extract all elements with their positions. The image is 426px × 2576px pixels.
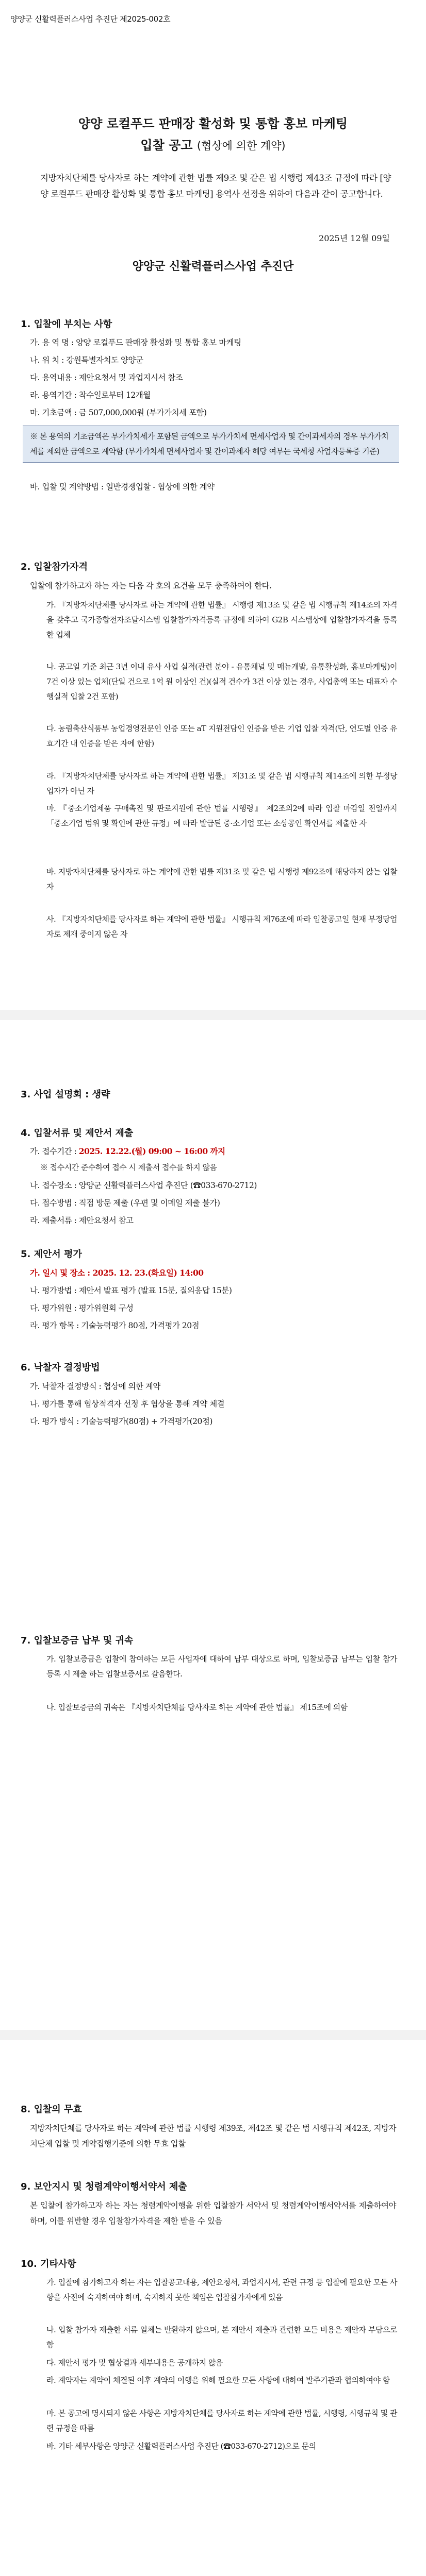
- s2-item-b: 나. 공고일 기준 최근 3년 이내 유사 사업 실적(관련 분야 - 유통채널 및 매뉴개발, 유통활성화, 홍보마케팅)이 7건 이상 있는 업체(단일 건으로 1억 원 이상인 건)(실적 건수가 3건 이상 있는 경우, 사업총액 또는 대표자 수행실적 입찰 2건 포함): [46, 662, 397, 701]
- s6-item-b: 나. 평가를 통해 협상적격자 선정 후 협상을 통해 계약 체결: [30, 1399, 225, 1409]
- intro-paragraph: 지방자치단체를 당사자로 하는 계약에 관한 법률 제9조 및 같은 법 시행령 제43조 규정에 따라 [양양 로컬푸드 판매장 활성화 및 통합 홍보 마케팅] 용역사 선정을 위하여 다음과 같이 공고합니다.: [40, 173, 391, 199]
- s5-item-c: 다. 평가위원 : 평가위원회 구성: [30, 1303, 134, 1313]
- section-8-title: 8. 입찰의 무효: [21, 2104, 82, 2115]
- s5-item-b: 나. 평가방법 : 제안서 발표 평가 (발표 15분, 질의응답 15분): [30, 1286, 232, 1295]
- s2-intro: 입찰에 참가하고자 하는 자는 다음 각 호의 요건을 모두 충족하여야 한다.: [30, 581, 272, 590]
- s4-item-d: 라. 제출서류 : 제안요청서 참고: [30, 1216, 134, 1225]
- s10-item-b: 나. 입찰 참가자 제출한 서류 일체는 반환하지 않으며, 본 제안서 제출과 관련한 모든 비용은 제안자 부담으로 함: [46, 2325, 397, 2349]
- announcement-date: 2025년 12월 09일: [319, 233, 390, 243]
- s4-item-c: 다. 접수방법 : 직접 방문 제출 (우편 및 이메일 제출 불가): [30, 1198, 220, 1208]
- s1-item-c: 다. 용역내용 : 제안요청서 및 과업지시서 참조: [30, 373, 183, 382]
- s2-item-d: 라. 『지방자치단체를 당사자로 하는 계약에 관한 법률』 제31조 및 같은 법 시행규칙 제14조에 의한 부정당업자가 아닌 자: [46, 771, 397, 795]
- section-6-title: 6. 낙찰자 결정방법: [21, 1362, 100, 1373]
- s1-item-f: 바. 입찰 및 계약방법 : 일반경쟁입찰 - 협상에 의한 계약: [30, 482, 215, 492]
- section-10-title: 10. 기타사항: [21, 2259, 76, 2269]
- s5-item-a: 가. 일시 및 장소 : 2025. 12. 23.(화요일) 14:00: [30, 1268, 204, 1278]
- s10-item-d: 라. 계약자는 계약이 체결된 이후 계약의 이행을 위해 필요한 모든 사항에 대하여 발주기관과 협의하여야 함: [46, 2376, 390, 2385]
- s6-item-a: 가. 낙찰자 결정방식 : 협상에 의한 계약: [30, 1382, 160, 1391]
- document-header: 양양군 신활력플러스사업 추진단 제2025-002호: [10, 14, 171, 24]
- s9-text: 본 입찰에 참가하고자 하는 자는 청렴계약이행을 위한 입찰참가 서약서 및 청렴계약이행서약서를 제출하여야 하며, 이를 위반할 경우 입찰참가자격을 제한 받을 수 있음: [30, 2201, 396, 2226]
- document-subtitle: 입찰 공고 (협상에 의한 계약): [140, 138, 286, 152]
- s2-item-g: 사. 『지방자치단체를 당사자로 하는 계약에 관한 법률』 시행규칙 제76조에 따라 입찰공고일 현재 부정당업자로 제재 중이지 않은 자: [46, 914, 397, 939]
- s1-item-a: 가. 용 역 명 : 양양 로컬푸드 판매장 활성화 및 통합 홍보 마케팅: [30, 338, 241, 347]
- s7-item-a: 가. 입찰보증금은 입찰에 참여하는 모든 사업자에 대하여 납부 대상으로 하며, 입찰보증금 납부는 입찰 참가 등록 시 제출 하는 입찰보증서로 갈음한다.: [46, 1654, 397, 1679]
- document-page-1: [0, 0, 426, 1010]
- s1-item-b: 나. 위 치 : 강원특별자치도 양양군: [30, 355, 143, 365]
- s8-text: 지방자치단체를 당사자로 하는 계약에 관한 법률 시행령 제39조, 제42조 및 같은 법 시행규칙 제42조, 지방자치단체 입찰 및 계약집행기준에 의한 무효 입찰: [30, 2124, 396, 2148]
- s10-item-f: 바. 기타 세부사항은 양양군 신활력플러스사업 추진단 (☎033-670-2712)으로 문의: [46, 2442, 316, 2451]
- s10-item-e: 마. 본 공고에 명시되지 않은 사항은 지방자치단체를 당사자로 하는 계약에 관한 법률, 시행령, 시행규칙 및 관련 규정을 따름: [46, 2409, 397, 2433]
- s6-item-c: 다. 평가 방식 : 기술능력평가(80점) + 가격평가(20점): [30, 1417, 212, 1426]
- section-5-title: 5. 제안서 평가: [21, 1249, 82, 1260]
- s1-item-d: 라. 용역기간 : 착수일로부터 12개월: [30, 391, 151, 400]
- s10-item-a: 가. 입찰에 참가하고자 하는 자는 입찰공고내용, 제안요청서, 과업지시서, 관련 규정 등 입찰에 필요한 모든 사항을 사전에 숙지하여야 하며, 숙지하지 못한 책임은 입찰참가자에게 있음: [46, 2278, 397, 2302]
- section-2-title: 2. 입찰참가자격: [21, 562, 88, 572]
- s2-item-c: 다. 농림축산식품부 농업경영전문인 인증 또는 aT 지원전담인 인증을 받은 기업 입찰 자격(단, 연도별 인증 유효기간 내 인증을 받은 자에 한함): [46, 724, 397, 748]
- evaluation-date: 2025. 12. 23.(화요일) 14:00: [92, 1268, 204, 1278]
- s4-item-b: 나. 접수장소 : 양양군 신활력플러스사업 추진단 (☎033-670-2712): [30, 1181, 257, 1190]
- section-7-title: 7. 입찰보증금 납부 및 귀속: [21, 1635, 134, 1646]
- s2-item-a: 가. 『지방자치단체를 당사자로 하는 계약에 관한 법률』 시행령 제13조 및 같은 법 시행규칙 제14조의 자격을 갖추고 국가종합전자조달시스템 입찰참가자격등록 규정에 의하여 G2B 시스템상에 입찰참가자격을 등록한 업체: [46, 600, 397, 639]
- document-title: 양양 로컬푸드 판매장 활성화 및 통합 홍보 마케팅: [78, 116, 348, 131]
- section-1-title: 1. 입찰에 부치는 사항: [21, 319, 112, 330]
- document-page-2: [0, 1020, 426, 2030]
- s1-note-box: ※ 본 용역의 기초금액은 부가가치세가 포함된 금액으로 부가가치세 면세사업자 및 간이과세자의 경우 부가가치세를 제외한 금액으로 계약함 (부가가치세 면세사업자 및 간이과세자 해당 여부는 국세청 사업자등록증 기준): [23, 426, 399, 463]
- section-3-title: 3. 사업 설명회 : 생략: [21, 1089, 110, 1100]
- section-4-title: 4. 입찰서류 및 제안서 제출: [21, 1128, 134, 1139]
- document-page-3: [0, 2040, 426, 2576]
- submission-period: 2025. 12.22.(월) 09:00 ~ 16:00 까지: [78, 1146, 225, 1156]
- s4-period-note: ※ 접수시간 준수하여 접수 시 제출서 접수를 하지 않음: [40, 1163, 217, 1172]
- section-9-title: 9. 보안지시 및 청렴계약이행서약서 제출: [21, 2181, 187, 2192]
- s2-item-f: 바. 지방자치단체를 당사자로 하는 계약에 관한 법률 제31조 및 같은 법 시행령 제92조에 해당하지 않는 입찰자: [46, 867, 397, 891]
- issuing-organization: 양양군 신활력플러스사업 추진단: [132, 260, 294, 273]
- s5-item-d: 라. 평가 항목 : 기술능력평가 80점, 가격평가 20점: [30, 1321, 200, 1330]
- s10-item-c: 다. 제안서 평가 및 협상결과 세부내용은 공개하지 않음: [46, 2358, 223, 2367]
- s1-item-e: 마. 기초금액 : 금 507,000,000원 (부가가치세 포함): [30, 408, 207, 417]
- s7-item-b: 나. 입찰보증금의 귀속은 『지방자치단체를 당사자로 하는 계약에 관한 법률』 제15조에 의함: [46, 1703, 348, 1712]
- s2-item-e: 마. 『중소기업제품 구매촉진 및 판로지원에 관한 법률 시행령』 제2조의2에 따라 입찰 마감일 전일까지 「중소기업 범위 및 확인에 관한 규정」에 따라 발급된 중·소기업 또는 소상공인 확인서를 제출한 자: [46, 804, 397, 828]
- s4-item-a: 가. 접수기간 : 2025. 12.22.(월) 09:00 ~ 16:00 까지: [30, 1146, 225, 1156]
